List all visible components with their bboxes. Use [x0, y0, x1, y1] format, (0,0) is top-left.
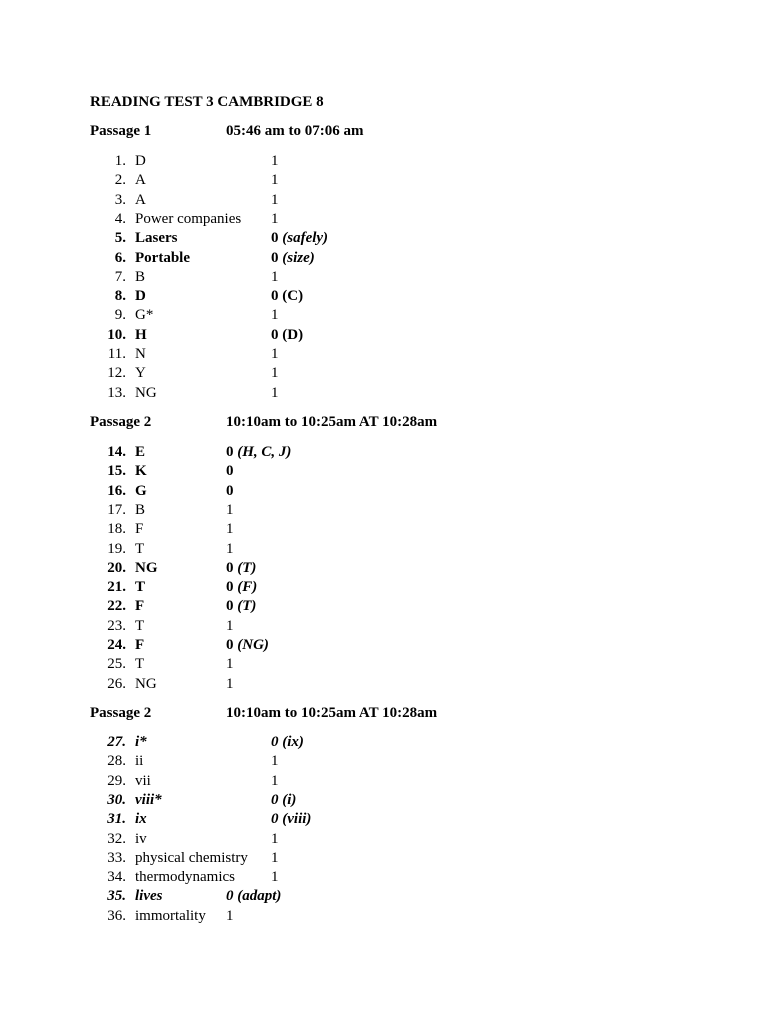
passage-time: 05:46 am to 07:06 am — [226, 123, 364, 139]
question-number: 25. — [107, 656, 126, 673]
question-number: 27. — [107, 734, 126, 750]
answer-text: D — [135, 288, 146, 305]
question-number: 5. — [114, 230, 126, 247]
answer-text: F — [135, 637, 145, 653]
score — [271, 326, 303, 345]
correct-answer-note: (i) — [282, 791, 297, 808]
score — [271, 306, 279, 325]
score-value: 0 — [226, 482, 234, 499]
question-number: 22. — [107, 598, 126, 615]
score-value: 0 — [226, 598, 234, 615]
answer-text: T — [135, 656, 145, 673]
answer-row — [0, 907, 768, 926]
answer-row — [0, 462, 768, 481]
score — [226, 559, 256, 578]
answer-row — [0, 210, 768, 229]
score — [271, 268, 279, 287]
correct-answer-note: (safely) — [282, 230, 329, 247]
answer-row — [0, 559, 768, 578]
score — [271, 810, 311, 829]
question-number: 31. — [107, 811, 126, 828]
score — [271, 384, 279, 403]
score-value: 1 — [226, 675, 234, 692]
score-value: 1 — [271, 849, 279, 866]
question-number: 19. — [107, 540, 126, 557]
answer-text: viii* — [135, 791, 162, 808]
question-number: 1. — [114, 153, 126, 169]
answer-row — [0, 830, 768, 849]
correct-answer-note: (D) — [282, 326, 304, 343]
correct-answer-note: (F) — [237, 579, 258, 596]
answer-row — [0, 306, 768, 325]
answer-text: K — [135, 463, 147, 480]
question-number: 15. — [107, 463, 126, 480]
question-number: 2. — [114, 172, 126, 189]
correct-answer-note: (H, C, J) — [237, 444, 292, 460]
score — [226, 482, 234, 501]
score-value: 0 — [271, 326, 279, 343]
score-value: 1 — [271, 753, 279, 770]
answer-text: B — [135, 501, 146, 518]
question-number: 23. — [107, 617, 126, 634]
passage-label: Passage 2 — [90, 414, 152, 430]
score — [271, 287, 303, 306]
passage-label: Passage 2 — [90, 705, 152, 721]
score — [271, 772, 279, 791]
score — [271, 830, 279, 849]
answer-text: A — [135, 191, 146, 208]
page-title: READING TEST 3 CAMBRIDGE 8 — [90, 94, 324, 110]
score-value: 1 — [226, 907, 234, 924]
passage-time: 10:10am to 10:25am AT 10:28am — [226, 414, 438, 430]
correct-answer-note: (size) — [282, 249, 315, 266]
question-number: 4. — [114, 210, 126, 227]
score — [226, 578, 257, 597]
answer-text: B — [135, 268, 146, 285]
answer-row — [0, 384, 768, 403]
answer-row — [0, 733, 768, 752]
answer-row — [0, 364, 768, 383]
question-number: 32. — [107, 830, 126, 847]
answer-row — [0, 578, 768, 597]
score-value: 0 — [226, 444, 234, 460]
score-value: 0 — [226, 579, 234, 596]
correct-answer-note: (NG) — [237, 637, 269, 653]
score-value: 1 — [271, 830, 279, 847]
question-number: 9. — [114, 307, 126, 324]
answer-row — [0, 675, 768, 694]
answer-row — [0, 810, 768, 829]
correct-answer-note: (T) — [237, 598, 257, 615]
correct-answer-note: (viii) — [282, 811, 312, 828]
answer-row — [0, 249, 768, 268]
answer-text: F — [135, 521, 144, 538]
answer-text: T — [135, 540, 145, 557]
score — [271, 229, 328, 248]
passage-heading — [90, 705, 438, 722]
score — [226, 907, 234, 926]
score — [226, 617, 234, 636]
score — [226, 636, 269, 655]
score-value: 0 — [226, 637, 234, 653]
score — [271, 364, 279, 383]
score — [271, 345, 279, 364]
answer-text: ii — [135, 753, 144, 770]
answer-text: T — [135, 617, 145, 634]
answer-row — [0, 617, 768, 636]
answer-row — [0, 152, 768, 171]
score-value: 1 — [226, 656, 234, 673]
score-value: 0 — [271, 791, 279, 808]
answer-text: ix — [135, 811, 147, 828]
score — [271, 791, 296, 810]
score-value: 0 — [226, 559, 234, 576]
score — [226, 462, 234, 481]
score — [271, 868, 279, 887]
score — [271, 210, 279, 229]
answer-row — [0, 887, 768, 906]
answer-row — [0, 229, 768, 248]
answer-row — [0, 772, 768, 791]
answer-text: F — [135, 598, 145, 615]
question-number: 17. — [107, 501, 126, 518]
answer-text: H — [135, 326, 147, 343]
score — [226, 520, 234, 539]
score-value: 1 — [271, 191, 279, 208]
score-value: 1 — [271, 346, 279, 362]
score — [226, 501, 234, 520]
score-value: 0 — [271, 249, 279, 266]
score-value: 0 — [271, 288, 279, 305]
question-number: 36. — [107, 907, 126, 924]
answer-text: iv — [135, 830, 147, 847]
answer-text: physical chemistry — [135, 849, 248, 866]
question-number: 12. — [107, 365, 126, 382]
question-number: 21. — [107, 579, 126, 596]
question-number: 16. — [107, 482, 126, 499]
question-number: 13. — [107, 384, 126, 401]
question-number: 18. — [107, 521, 126, 538]
passage-time: 10:10am to 10:25am AT 10:28am — [226, 705, 438, 721]
answer-text: T — [135, 579, 146, 596]
score-value: 1 — [271, 384, 279, 401]
score-value: 1 — [226, 521, 234, 538]
score — [271, 752, 279, 771]
question-number: 11. — [107, 346, 126, 362]
score-value: 1 — [271, 772, 279, 789]
correct-answer-note: (adapt) — [237, 888, 282, 905]
answer-text: lives — [135, 888, 163, 905]
answer-row — [0, 655, 768, 674]
score — [271, 171, 279, 190]
question-number: 14. — [107, 444, 126, 460]
passage-heading — [90, 414, 438, 431]
score-value: 0 — [271, 230, 279, 247]
answer-row — [0, 636, 768, 655]
score-value: 1 — [271, 268, 279, 285]
correct-answer-note: (C) — [282, 288, 304, 305]
answer-text: Lasers — [135, 230, 178, 247]
score — [226, 675, 234, 694]
question-number: 3. — [114, 191, 126, 208]
score — [226, 443, 291, 462]
question-number: 26. — [107, 675, 126, 692]
answer-row — [0, 540, 768, 559]
score — [271, 249, 315, 268]
score-value: 0 — [226, 463, 234, 480]
answer-row — [0, 752, 768, 771]
answer-text: E — [135, 444, 146, 460]
score-value: 0 — [271, 811, 279, 828]
score — [271, 733, 304, 752]
answer-text: Power companies — [135, 210, 242, 227]
score — [226, 540, 234, 559]
question-number: 20. — [107, 559, 126, 576]
answer-row — [0, 345, 768, 364]
passage-heading — [90, 123, 364, 140]
passage-label: Passage 1 — [90, 123, 152, 139]
score-value: 0 — [226, 888, 234, 905]
answer-text: NG — [135, 384, 157, 401]
answer-text: G* — [135, 307, 154, 324]
answer-row — [0, 868, 768, 887]
answer-row — [0, 520, 768, 539]
question-number: 6. — [114, 249, 126, 266]
answer-text: immortality — [135, 907, 206, 924]
answer-text: thermodynamics — [135, 869, 235, 886]
score — [271, 191, 279, 210]
score — [271, 849, 279, 868]
question-number: 35. — [107, 888, 126, 905]
score-value: 1 — [271, 365, 279, 382]
correct-answer-note: (T) — [237, 559, 257, 576]
answer-text: N — [135, 346, 146, 362]
score — [226, 887, 281, 906]
answer-row — [0, 171, 768, 190]
answer-row — [0, 482, 768, 501]
question-number: 10. — [107, 326, 126, 343]
question-number: 33. — [107, 849, 126, 866]
score-value: 1 — [226, 540, 234, 557]
score — [226, 655, 234, 674]
score-value: 1 — [226, 501, 234, 518]
answer-text: D — [135, 153, 146, 169]
question-number: 28. — [107, 753, 126, 770]
score — [226, 597, 256, 616]
score-value: 1 — [271, 210, 279, 227]
answer-row — [0, 791, 768, 810]
answer-row — [0, 326, 768, 345]
answer-row — [0, 597, 768, 616]
answer-row — [0, 849, 768, 868]
answer-text: A — [135, 172, 146, 189]
answer-row — [0, 191, 768, 210]
score-value: 1 — [271, 307, 279, 324]
answer-text: NG — [135, 559, 158, 576]
score-value: 0 — [271, 734, 279, 750]
question-number: 8. — [114, 288, 126, 305]
question-number: 7. — [114, 268, 126, 285]
score — [271, 152, 279, 171]
answer-text: NG — [135, 675, 157, 692]
question-number: 29. — [107, 772, 126, 789]
question-number: 34. — [107, 869, 126, 886]
score-value: 1 — [226, 617, 234, 634]
score-value: 1 — [271, 153, 279, 169]
answer-text: i* — [135, 734, 147, 750]
score-value: 1 — [271, 869, 279, 886]
correct-answer-note: (ix) — [282, 734, 304, 750]
answer-row — [0, 443, 768, 462]
question-number: 30. — [107, 791, 126, 808]
answer-text: G — [135, 482, 147, 499]
answer-text: Portable — [135, 249, 190, 266]
question-number: 24. — [107, 637, 126, 653]
answer-text: vii — [135, 772, 151, 789]
answer-row — [0, 268, 768, 287]
answer-row — [0, 287, 768, 306]
answer-text: Y — [135, 365, 146, 382]
answer-row — [0, 501, 768, 520]
score-value: 1 — [271, 172, 279, 189]
